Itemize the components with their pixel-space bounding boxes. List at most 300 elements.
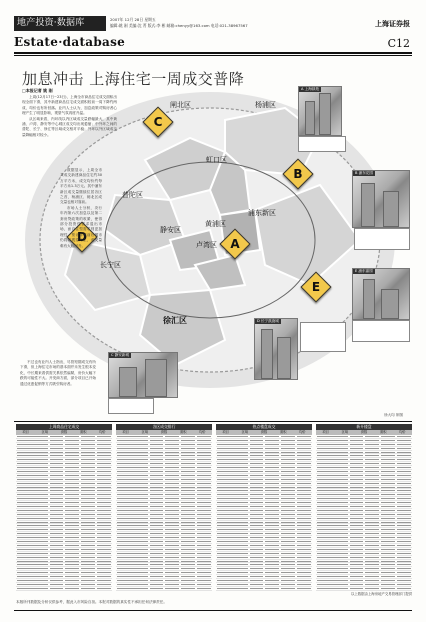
table-cell (250, 436, 264, 437)
table-cell (97, 533, 111, 534)
table-cell (217, 510, 248, 511)
table-cell (117, 561, 148, 562)
table-cell (65, 455, 79, 456)
table-cell (381, 561, 395, 562)
table-cell (265, 522, 279, 523)
table-cell (297, 553, 311, 554)
table-header: 新开楼盘 (316, 424, 412, 430)
table-cell (197, 502, 211, 503)
table-cell (217, 564, 248, 565)
table-cell (81, 580, 95, 581)
table-subheader (16, 430, 112, 435)
table-cell (165, 510, 179, 511)
table-cell (397, 440, 411, 441)
table-cell (250, 584, 264, 585)
table-cell (97, 541, 111, 542)
table-cell (65, 463, 79, 464)
table-cell (297, 545, 311, 546)
table-cell (197, 572, 211, 573)
table-subheader (316, 430, 412, 435)
marker-c-letter: C (153, 115, 163, 129)
table-cell (317, 518, 348, 519)
table-cell (50, 471, 64, 472)
table-cell (50, 525, 64, 526)
table-cell (265, 452, 279, 453)
table-cell (117, 448, 148, 449)
table-cell (150, 572, 164, 573)
table-cell (197, 436, 211, 437)
table-cell (350, 467, 364, 468)
table-column (116, 424, 212, 596)
table-cell (97, 463, 111, 464)
table-cell (297, 440, 311, 441)
table-cell (381, 525, 395, 526)
table-cell (117, 494, 148, 495)
table-cell (265, 537, 279, 538)
table-cell (197, 580, 211, 581)
table-cell (165, 564, 179, 565)
table-cell (197, 510, 211, 511)
table-cell (397, 483, 411, 484)
table-cell (17, 514, 48, 515)
table-cell (97, 479, 111, 480)
table-cell (97, 580, 111, 581)
table-cell (181, 475, 195, 476)
table-cell (17, 553, 48, 554)
table-cell (381, 487, 395, 488)
table-cell (117, 436, 148, 437)
table-cell (65, 529, 79, 530)
table-cell (217, 498, 248, 499)
table-cell (350, 580, 364, 581)
table-cell (350, 479, 364, 480)
table-cell (297, 498, 311, 499)
table-cell (17, 475, 48, 476)
table-cell (297, 455, 311, 456)
table-cell (81, 537, 95, 538)
table-cell (165, 475, 179, 476)
table-cell (97, 455, 111, 456)
table-subheader-cell: 套数 (160, 430, 168, 434)
table-cell (381, 529, 395, 530)
table-cell (97, 452, 111, 453)
table-cell (317, 529, 348, 530)
table-cell (381, 498, 395, 499)
table-cell (281, 467, 295, 468)
table-cell (65, 561, 79, 562)
table-cell (265, 549, 279, 550)
table-cell (217, 545, 248, 546)
table-cell (181, 452, 195, 453)
table-cell (381, 588, 395, 589)
table-cell (17, 498, 48, 499)
table-cell (17, 455, 48, 456)
table-cell (97, 440, 111, 441)
table-cell (265, 436, 279, 437)
table-cell (150, 490, 164, 491)
table-cell (17, 529, 48, 530)
table-cell (65, 502, 79, 503)
table-cell (117, 568, 148, 569)
table-cell (217, 494, 248, 495)
table-cell (50, 568, 64, 569)
table-cell (50, 483, 64, 484)
table-cell (97, 572, 111, 573)
table-cell (317, 475, 348, 476)
photo-e-label: E 浦东嘉园 (355, 269, 373, 273)
table-cell (181, 541, 195, 542)
table-cell (117, 588, 148, 589)
table-cell (150, 557, 164, 558)
table-cell (165, 455, 179, 456)
table-cell (50, 549, 64, 550)
table-cell (117, 545, 148, 546)
table-cell (181, 514, 195, 515)
table-cell (97, 487, 111, 488)
table-cell (397, 471, 411, 472)
table-cell (317, 436, 348, 437)
table-cell (317, 533, 348, 534)
table-cell (317, 588, 348, 589)
table-cell (350, 568, 364, 569)
table-cell (297, 452, 311, 453)
table-cell (197, 490, 211, 491)
table-cell (265, 529, 279, 530)
table-cell (250, 553, 264, 554)
table-cell (317, 545, 348, 546)
table-cell (397, 545, 411, 546)
table-cell (65, 549, 79, 550)
table-cell (181, 483, 195, 484)
table-cell (17, 541, 48, 542)
table-cell (97, 568, 111, 569)
table-cell (365, 494, 379, 495)
table-cell (281, 444, 295, 445)
table-cell (165, 448, 179, 449)
table-cell (150, 494, 164, 495)
table-cell (17, 537, 48, 538)
table-cell (117, 564, 148, 565)
table-cell (265, 588, 279, 589)
table-cell (81, 506, 95, 507)
table-cell (81, 467, 95, 468)
table-cell (81, 498, 95, 499)
table-cell (250, 471, 264, 472)
table-cell (97, 444, 111, 445)
table-cell (281, 522, 295, 523)
table-cell (150, 549, 164, 550)
table-cell (265, 533, 279, 534)
table-cell (117, 498, 148, 499)
table-cell (181, 506, 195, 507)
table-cell (81, 525, 95, 526)
table-cell (250, 514, 264, 515)
table-cell (397, 510, 411, 511)
table-cell (81, 452, 95, 453)
table-cell (397, 479, 411, 480)
table-cell (50, 459, 64, 460)
photo-d-info (300, 322, 346, 352)
table-cell (117, 522, 148, 523)
table-cell (350, 553, 364, 554)
table-cell (165, 444, 179, 445)
table-cell (97, 506, 111, 507)
table-cell (217, 549, 248, 550)
table-cell (97, 498, 111, 499)
table-cell (365, 533, 379, 534)
table-cell (150, 561, 164, 562)
table-cell (65, 440, 79, 441)
table-cell (381, 557, 395, 558)
table-subheader (116, 430, 212, 435)
table-cell (17, 467, 48, 468)
table-cell (65, 545, 79, 546)
table-cell (317, 553, 348, 554)
table-cell (197, 557, 211, 558)
table-cell (81, 463, 95, 464)
table-cell (217, 568, 248, 569)
table-cell (81, 440, 95, 441)
district-label-yangpu: 杨浦区 (255, 101, 276, 109)
table-cell (281, 479, 295, 480)
table-cell (97, 459, 111, 460)
table-cell (350, 475, 364, 476)
table-cell (381, 455, 395, 456)
table-cell (365, 475, 379, 476)
table-cell (350, 487, 364, 488)
table-cell (65, 487, 79, 488)
table-cell (165, 549, 179, 550)
table-cell (397, 529, 411, 530)
table-cell (365, 510, 379, 511)
marker-d-letter: D (77, 230, 87, 244)
table-cell (150, 471, 164, 472)
table-cell (217, 479, 248, 480)
table-cell (365, 522, 379, 523)
table-cell (297, 467, 311, 468)
table-cell (197, 498, 211, 499)
table-cell (397, 537, 411, 538)
table-cell (81, 584, 95, 585)
table-cell (217, 580, 248, 581)
table-cell (197, 467, 211, 468)
table-cell (65, 444, 79, 445)
photo-a-info (298, 136, 346, 152)
table-cell (265, 572, 279, 573)
table-cell (181, 487, 195, 488)
table-cell (250, 541, 264, 542)
table-cell (350, 490, 364, 491)
table-cell (150, 580, 164, 581)
table-cell (297, 463, 311, 464)
table-cell (397, 455, 411, 456)
table-cell (350, 452, 364, 453)
table-cell (397, 444, 411, 445)
section-title-en: Estate·database (14, 35, 126, 49)
table-cell (317, 584, 348, 585)
table-cell (250, 452, 264, 453)
table-cell (265, 467, 279, 468)
table-cell (181, 502, 195, 503)
table-cell (250, 518, 264, 519)
table-cell (350, 537, 364, 538)
table-cell (350, 549, 364, 550)
table-cell (317, 440, 348, 441)
table-cell (65, 576, 79, 577)
table-cell (281, 564, 295, 565)
table-cell (250, 459, 264, 460)
table-cell (265, 471, 279, 472)
table-cell (265, 475, 279, 476)
table-cell (165, 576, 179, 577)
table-cell (65, 494, 79, 495)
table-cell (197, 455, 211, 456)
table-cell (50, 506, 64, 507)
table-cell (197, 483, 211, 484)
table-cell (397, 475, 411, 476)
table-cell (250, 529, 264, 530)
table-cell (165, 568, 179, 569)
table-cell (397, 549, 411, 550)
masthead-editors: 编辑:姚 刚 美编:沈 菁 版式:李 彬 邮箱:chenyy@163.com 电话:021-38967567 (110, 22, 248, 28)
table-cell (365, 588, 379, 589)
table-cell (50, 533, 64, 534)
table-cell (265, 506, 279, 507)
table-cell (165, 467, 179, 468)
table-cell (281, 541, 295, 542)
table-cell (50, 448, 64, 449)
table-cell (181, 533, 195, 534)
table-cell (150, 502, 164, 503)
table-cell (265, 561, 279, 562)
table-cell (317, 561, 348, 562)
table-cell (281, 529, 295, 530)
table-cell (50, 494, 64, 495)
table-cell (17, 576, 48, 577)
table-header: 各区成交排行 (116, 424, 212, 430)
table-subheader-cell: 套数 (260, 430, 268, 434)
table-subheader-cell: 区域 (241, 430, 248, 434)
article-paragraph-1: 上周(12月17日~23日)，上海全市商品住宅成交面积出现全面下滑，其中新建商品住宅成交面积较前一周下降约两成，均价也有所回落。业内人士认为，加息政策对购房者心理产生了明显影响，观望气氛再度升温。 (22, 95, 117, 116)
table-cell (165, 572, 179, 573)
table-cell (281, 448, 295, 449)
table-cell (265, 502, 279, 503)
table-cell (81, 568, 95, 569)
table-cell (81, 487, 95, 488)
table-cell (250, 494, 264, 495)
table-cell (165, 553, 179, 554)
table-cell (97, 522, 111, 523)
district-label-xuhui: 徐汇区 (163, 316, 187, 325)
table-cell (250, 564, 264, 565)
table-cell (181, 448, 195, 449)
table-cell (365, 498, 379, 499)
table-cell (50, 541, 64, 542)
table-cell (50, 514, 64, 515)
table-cell (165, 537, 179, 538)
table-cell (97, 561, 111, 562)
table-cell (250, 557, 264, 558)
table-cell (397, 506, 411, 507)
table-cell (317, 568, 348, 569)
table-cell (197, 541, 211, 542)
table-cell (265, 444, 279, 445)
table-cell (381, 518, 395, 519)
table-cell (350, 584, 364, 585)
table-cell (297, 448, 311, 449)
table-cell (281, 561, 295, 562)
table-cell (50, 490, 64, 491)
table-cell (150, 529, 164, 530)
table-cell (217, 502, 248, 503)
section-title-cn: 地产投资·数据库 (14, 16, 106, 31)
table-cell (317, 549, 348, 550)
table-cell (50, 522, 64, 523)
table-cell (81, 502, 95, 503)
table-cell (397, 557, 411, 558)
table-cell (197, 588, 211, 589)
table-cell (281, 572, 295, 573)
table-cell (250, 549, 264, 550)
table-cell (317, 463, 348, 464)
table-cell (97, 436, 111, 437)
district-label-pudong: 浦东新区 (248, 209, 276, 217)
table-cell (81, 475, 95, 476)
table-cell (65, 537, 79, 538)
table-cell (181, 463, 195, 464)
table-cell (165, 518, 179, 519)
table-cell (165, 490, 179, 491)
table-cell (250, 580, 264, 581)
table-cell (381, 553, 395, 554)
table-cell (81, 514, 95, 515)
table-cell (265, 553, 279, 554)
table-cell (217, 436, 248, 437)
table-cell (117, 584, 148, 585)
table-cell (181, 440, 195, 441)
table-cell (217, 463, 248, 464)
table-cell (265, 494, 279, 495)
table-cell (250, 576, 264, 577)
table-cell (117, 455, 148, 456)
table-cell (397, 576, 411, 577)
table-cell (197, 459, 211, 460)
table-cell (150, 588, 164, 589)
table-column (16, 424, 112, 596)
table-cell (397, 436, 411, 437)
table-cell (81, 533, 95, 534)
table-cell (181, 549, 195, 550)
table-cell (97, 448, 111, 449)
district-label-zhabei: 闸北区 (170, 101, 191, 109)
table-cell (281, 545, 295, 546)
table-cell (250, 568, 264, 569)
table-cell (81, 510, 95, 511)
table-cell (97, 529, 111, 530)
table-cell (397, 502, 411, 503)
table-cell (65, 564, 79, 565)
table-cell (65, 514, 79, 515)
district-label-putuo: 普陀区 (122, 191, 143, 199)
table-subheader-cell: 项目 (22, 430, 29, 434)
table-cell (365, 576, 379, 577)
photo-c (108, 352, 178, 398)
table-cell (150, 455, 164, 456)
table-cell (65, 475, 79, 476)
table-cell (381, 440, 395, 441)
table-cell (250, 448, 264, 449)
table-cell (297, 436, 311, 437)
